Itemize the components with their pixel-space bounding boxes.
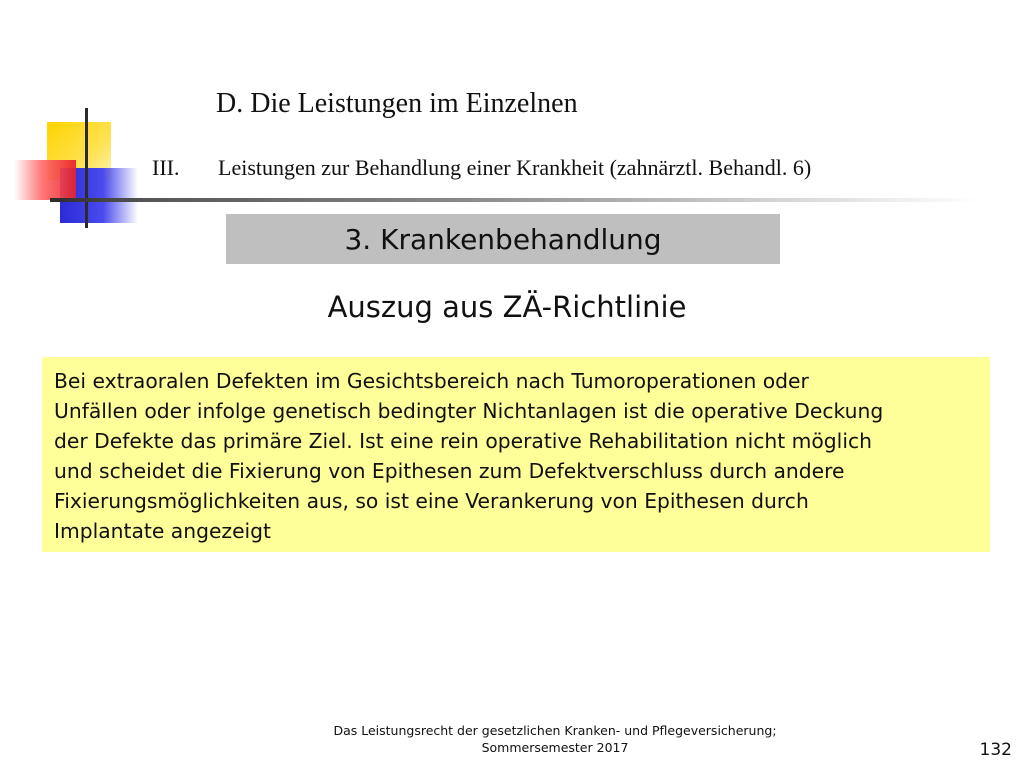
- quote-line: Unfällen oder infolge genetisch bedingter Nichtanlagen ist die operative Deckung: [54, 399, 884, 423]
- quote-line: Fixierungsmöglichkeiten aus, so ist eine Verankerung von Epithesen durch: [54, 489, 809, 513]
- logo-vertical-line: [85, 108, 88, 228]
- footer: [250, 722, 860, 756]
- section-heading-box: [226, 214, 780, 264]
- footer-line: Das Leistungsrecht der gesetzlichen Kranken- und Pflegeversicherung;: [333, 723, 777, 738]
- quote-line: der Defekte das primäre Ziel. Ist eine rein operative Rehabilitation nicht möglich: [54, 429, 872, 453]
- slide-title: D. Die Leistungen im Einzelnen: [216, 88, 578, 119]
- quote-line: Implantate angezeigt: [54, 519, 272, 543]
- page-number: 132: [979, 740, 1012, 760]
- excerpt-heading: Auszug aus ZÄ-Richtlinie: [327, 290, 687, 324]
- quote-line: Bei extraoralen Defekten im Gesichtsbereich nach Tumoroperationen oder: [54, 369, 809, 393]
- title-underline: [50, 198, 980, 202]
- logo-red-square: [14, 160, 76, 200]
- footer-line: Sommersemester 2017: [481, 740, 629, 755]
- quote-line: und scheidet die Fixierung von Epithesen zum Defektverschluss durch andere: [54, 459, 845, 483]
- subtitle-number: III.: [152, 155, 180, 180]
- slide-subtitle: Leistungen zur Behandlung einer Krankheit (zahnärztl. Behandl. 6): [218, 155, 812, 180]
- quote-box: [42, 357, 990, 552]
- section-heading: 3. Krankenbehandlung: [344, 222, 662, 256]
